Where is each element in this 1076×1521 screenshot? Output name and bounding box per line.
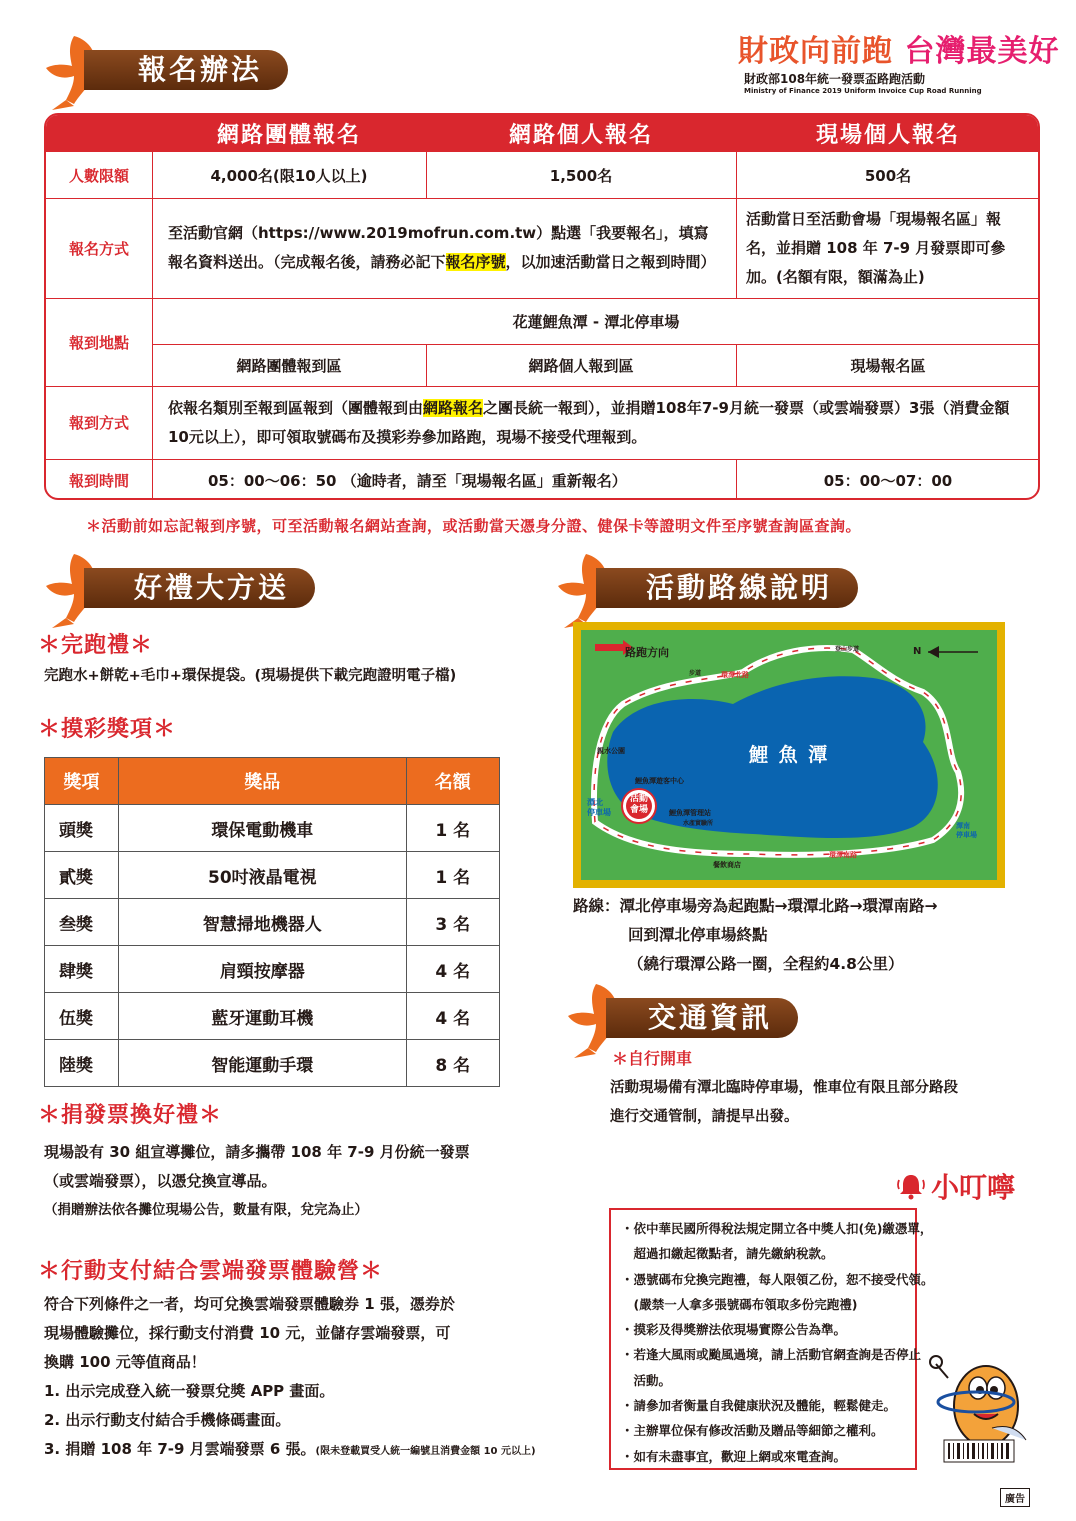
method-online-text: 至活動官網（https://www.2019mofrun.com.tw）點選「我要報名」，填寫報名資料送出。（完成報名後，請務必記下 — [168, 224, 709, 271]
map-label-admin: 鯉魚潭管理站 — [669, 809, 711, 817]
map-venue-label: 活動 會場 — [629, 794, 648, 815]
prize-rank: 貳獎 — [45, 852, 119, 899]
row-label-time: 報到時間 — [68, 472, 129, 490]
donate-line: 現場設有 30 組宣導攤位，請多攜帶 108 年 7-9 月份統一發票 — [44, 1143, 470, 1161]
prize-table — [44, 757, 500, 1087]
header-online-individual: 網路個人報名 — [426, 115, 736, 152]
registration-note: ＊活動前如忘記報到序號，可至活動報名網站查詢，或活動當天憑身分證、健保卡等證明文件至序號查詢區查詢。 — [86, 517, 862, 535]
row-label-checkin: 報到方式 — [68, 414, 129, 432]
prize-count: 3 名 — [406, 899, 499, 946]
bell-icon — [896, 1172, 926, 1200]
prize-count: 4 名 — [406, 993, 499, 1040]
location-zone-individual: 網路個人報到區 — [528, 356, 634, 375]
prize-header-count: 名額 — [406, 758, 499, 805]
table-row — [45, 993, 500, 1040]
reminder-line: 活動。 — [621, 1372, 672, 1388]
reminder-line: ・如有未盡事宜，歡迎上網或來電查詢。 — [621, 1448, 847, 1464]
traffic-subtitle: ＊自行開車 — [612, 1049, 693, 1068]
prize-rank: 叁獎 — [45, 899, 119, 946]
location-zone-group: 網路團體報到區 — [236, 356, 342, 375]
traffic-line: 活動現場備有潭北臨時停車場，惟車位有限且部分路段 — [610, 1080, 958, 1096]
reminder-line: ・摸彩及得獎辦法依現場實際公告為準。 — [621, 1322, 847, 1338]
donate-title: ＊捐發票換好禮＊ — [38, 1103, 223, 1128]
location-zone-onsite: 現場報名區 — [850, 356, 926, 375]
table-row — [45, 805, 500, 852]
reminder-line: ・請參加者衡量自我健康狀況及體能，輕鬆健走。 — [621, 1398, 897, 1414]
section-title: 報名辦法 — [84, 50, 288, 90]
table-row — [45, 899, 500, 946]
map-label-trail: 步道 — [689, 670, 702, 677]
map-label-restaurant: 餐飲商店 — [713, 861, 741, 869]
mobile-pay-item-note: (限未登載買受人統一編號且消費金額 10 元以上) — [315, 1446, 536, 1457]
registration-table — [44, 113, 1040, 500]
checkin-method — [152, 386, 1040, 459]
mobile-pay-line: 現場體驗攤位，採行動支付消費 10 元，並儲存雲端發票，可 — [44, 1324, 451, 1342]
section-title: 交通資訊 — [606, 998, 798, 1038]
prize-header-rank: 獎項 — [45, 758, 119, 805]
table-row — [45, 852, 500, 899]
map-label-road-north: 環潭北路 — [721, 671, 749, 679]
donate-text — [44, 1138, 470, 1225]
mobile-pay-text — [44, 1290, 536, 1466]
route-text — [573, 892, 937, 979]
route-line: 回到潭北停車場終點 — [628, 926, 768, 944]
lottery-title: ＊摸彩獎項＊ — [38, 717, 177, 742]
table-row — [45, 946, 500, 993]
prize-item: 藍牙運動耳機 — [119, 993, 406, 1040]
logo-subtitle-en: Ministry of Finance 2019 Uniform Invoice Cup Road Running — [744, 87, 982, 95]
prize-count: 1 名 — [406, 852, 499, 899]
reminder-line: (嚴禁一人拿多張號碼布領取多份完跑禮) — [621, 1296, 858, 1312]
route-line: 路線：潭北停車場旁為起跑點→環潭北路→環潭南路→ — [573, 897, 938, 915]
mobile-pay-line: 符合下列條件之一者，均可兌換雲端發票體驗券 1 張，憑券於 — [44, 1295, 455, 1313]
mobile-pay-item: 2. 出示行動支付結合手機條碼畫面。 — [44, 1411, 291, 1429]
quota-online-group: 4,000名(限10人以上) — [210, 166, 368, 185]
reminder-header — [896, 1166, 1015, 1206]
header-online-group: 網路團體報名 — [152, 115, 426, 152]
donate-line: （或雲端發票），以憑兌換宣導品。 — [44, 1172, 277, 1190]
prize-count: 1 名 — [406, 805, 499, 852]
mobile-pay-item: 1. 出示完成登入統一發票兌獎 APP 畫面。 — [44, 1382, 335, 1400]
reminder-line: ・憑號碼布兌換完跑禮，每人限領乙份，恕不接受代領。 — [621, 1271, 934, 1287]
table-row — [45, 1040, 500, 1087]
prize-count: 4 名 — [406, 946, 499, 993]
row-label-location: 報到地點 — [68, 333, 129, 352]
finisher-title: ＊完跑禮＊ — [38, 633, 154, 658]
logo-title-1: 財政向前跑 — [738, 34, 893, 69]
row-label-quota: 人數限額 — [68, 166, 129, 185]
section-title: 活動路線說明 — [596, 568, 858, 608]
reminder-box — [609, 1208, 934, 1470]
mascot-icon — [928, 1344, 1032, 1470]
prize-rank: 陸獎 — [45, 1040, 119, 1087]
section-title: 好禮大方送 — [84, 568, 315, 608]
method-online-text-end: ，以加速活動當日之報到時間） — [505, 253, 716, 271]
checkin-text: 依報名類別至報到區報到（團體報到由 — [168, 398, 424, 417]
logo-title-2: 台灣最美好 — [904, 34, 1060, 69]
reminder-line: ・依中華民國所得稅法規定開立各中獎人扣(免)繳憑單， — [621, 1221, 933, 1236]
ad-label: 廣告 — [1000, 1488, 1030, 1507]
map-label-watersports: 水產實驗所 — [683, 820, 714, 827]
donate-line: （捐贈辦法依各攤位現場公告，數量有限，兌完為止） — [44, 1202, 368, 1218]
prize-item: 環保電動機車 — [119, 805, 406, 852]
map-legend: 路跑方向 — [625, 646, 669, 659]
method-online — [152, 198, 736, 298]
prize-item: 智慧掃地機器人 — [119, 899, 406, 946]
mobile-pay-title: ＊行動支付結合雲端發票體驗營＊ — [38, 1259, 384, 1284]
prize-rank: 頭獎 — [45, 805, 119, 852]
logo-subtitle: 財政部108年統一發票盃路跑活動 — [744, 72, 926, 86]
header-onsite: 現場個人報名 — [736, 115, 1040, 152]
map-label-parking-north: 潭北 停車場 — [587, 798, 611, 817]
row-label-method: 報名方式 — [68, 239, 129, 258]
time-onsite: 05：00〜07：00 — [823, 472, 953, 490]
checkin-text-end: 之團長統一報到），並捐贈108年7-9月統一發票（或雲端發票）3張（消費金額10元以上），即可領取號碼布及摸彩券參加路跑，現場不接受代理報到。 — [168, 398, 1010, 446]
time-online: 05：00〜06：50 （逾時者，請至「現場報名區」重新報名） — [208, 472, 627, 490]
prize-rank: 肆獎 — [45, 946, 119, 993]
finisher-text: 完跑水+餅乾+毛巾+環保提袋。(現場提供下載完跑證明電子檔) — [44, 668, 457, 684]
traffic-text — [610, 1074, 958, 1132]
reminder-title: 小叮嚀 — [931, 1171, 1016, 1204]
event-logo — [738, 26, 1060, 98]
method-online-highlight: 報名序號 — [445, 253, 506, 271]
table-corner — [46, 115, 152, 152]
map-north: N — [913, 646, 922, 657]
prize-item: 50吋液晶電視 — [119, 852, 406, 899]
map-label-parking-south: 潭南 停車場 — [956, 822, 977, 839]
prize-item: 肩頸按摩器 — [119, 946, 406, 993]
traffic-line: 進行交通管制，請提早出發。 — [610, 1109, 799, 1125]
mobile-pay-item: 3. 捐贈 108 年 7-9 月雲端發票 6 張。 — [44, 1440, 316, 1458]
map-lake-label: 鯉 魚 潭 — [749, 744, 830, 766]
map-label-visitor-center: 鯉魚潭遊客中心 — [635, 777, 684, 785]
prize-header-prize: 獎品 — [119, 758, 406, 805]
checkin-highlight: 網路報名 — [423, 398, 484, 417]
prize-item: 智能運動手環 — [119, 1040, 406, 1087]
map-label-road-south: 環潭南路 — [829, 851, 857, 859]
reminder-line: ・主辦單位保有修改活動及贈品等細節之權利。 — [621, 1423, 884, 1439]
map-label-water-park: 親水公園 — [597, 747, 625, 755]
route-map — [573, 622, 1005, 888]
mobile-pay-line: 換購 100 元等值商品！ — [44, 1353, 206, 1371]
prize-count: 8 名 — [406, 1040, 499, 1087]
location-main: 花蓮鯉魚潭 - 潭北停車場 — [512, 312, 680, 331]
reminder-line: 超過扣繳起徵點者，請先繳納稅款。 — [621, 1246, 834, 1262]
method-onsite: 活動當日至活動會場「現場報名區」報名，並捐贈 108 年 7-9 月發票即可參加。(名額有限，額滿為止) — [746, 209, 1006, 286]
route-line: （繞行環潭公路一圈，全程約4.8公里） — [628, 955, 904, 973]
reminder-line: ・若逢大風雨或颱風過境，請上活動官網查詢是否停止 — [621, 1347, 922, 1363]
map-label-climb: 登山步道 — [835, 646, 860, 653]
quota-onsite: 500名 — [864, 166, 912, 185]
prize-rank: 伍獎 — [45, 993, 119, 1040]
quota-online-individual: 1,500名 — [549, 166, 613, 185]
